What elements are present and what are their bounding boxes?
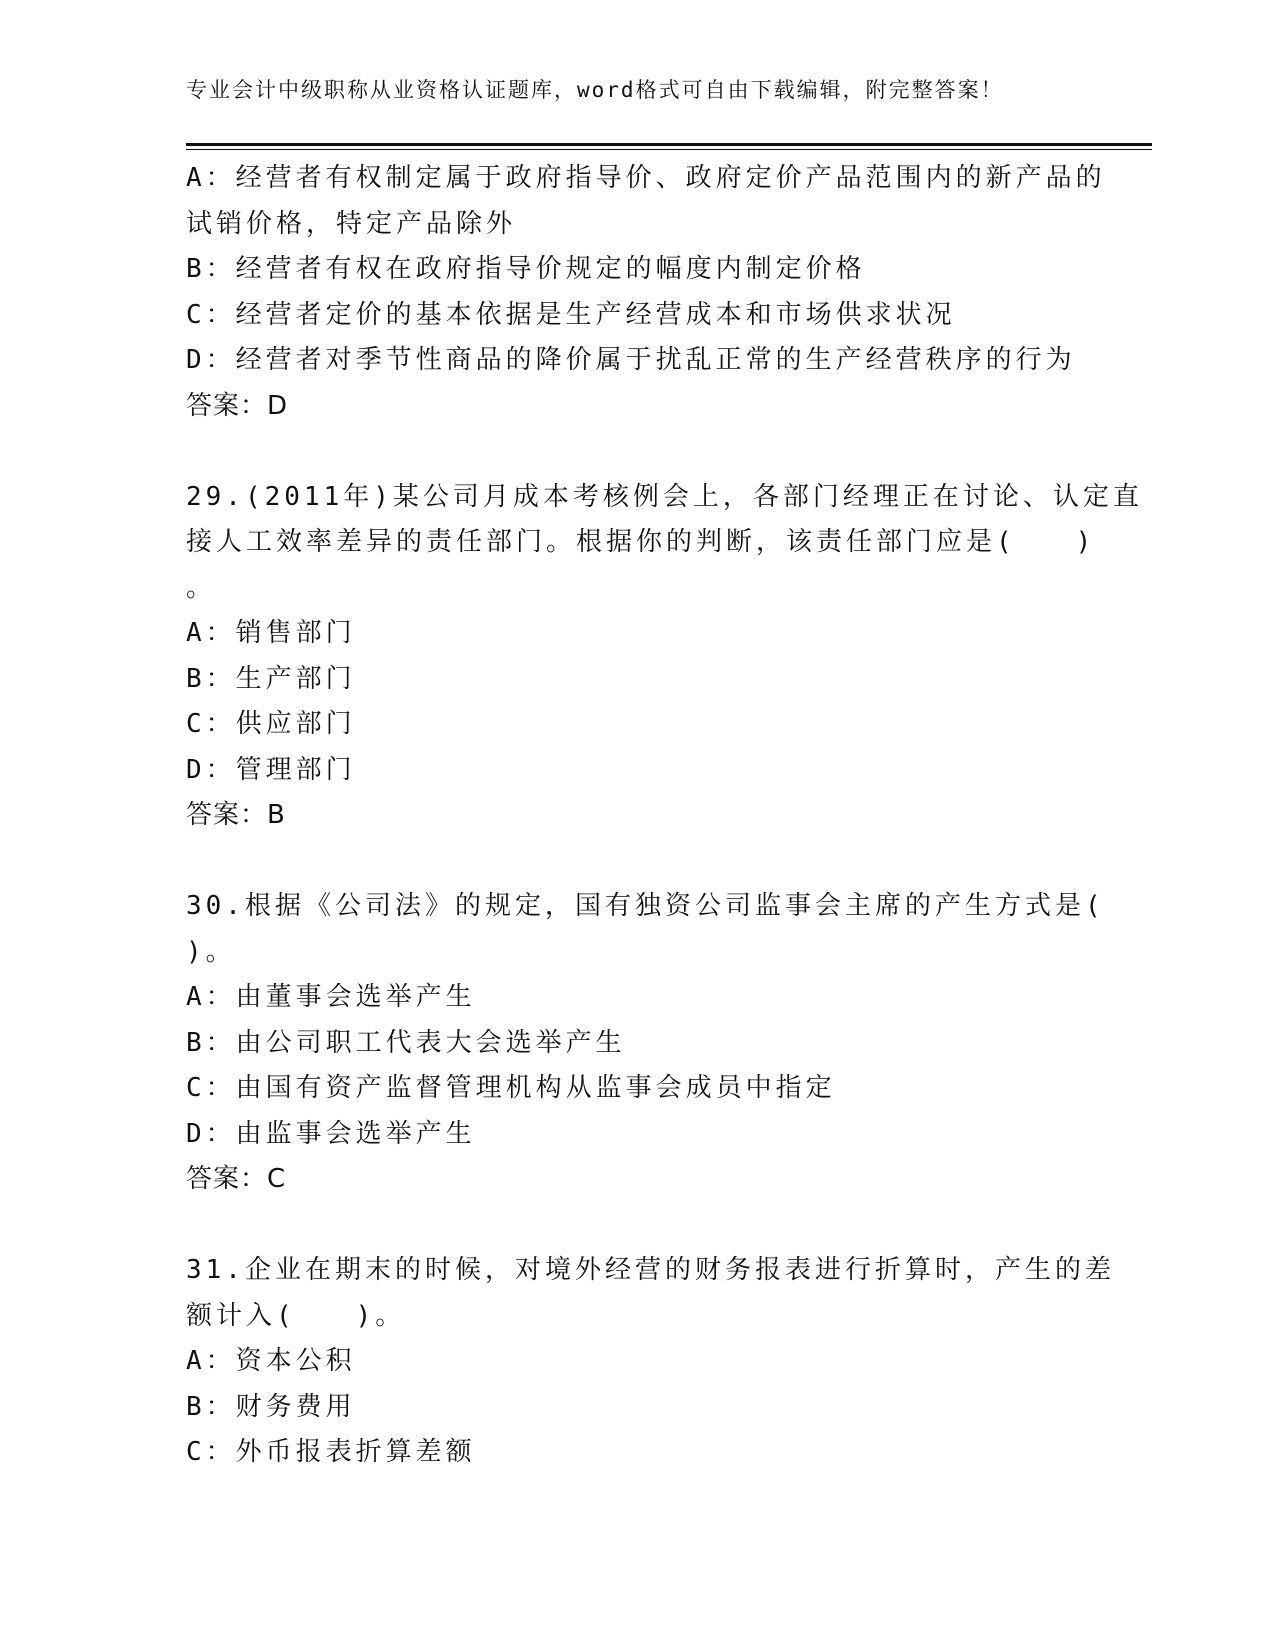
spacer bbox=[186, 839, 1086, 885]
option-b: B：生产部门 bbox=[186, 663, 356, 694]
question-stem-line-1: 31.企业在期末的时候，对境外经营的财务报表进行折算时，产生的差 bbox=[186, 1255, 1115, 1285]
question-stem-line-2: 接人工效率差异的责任部门。根据你的判断，该责任部门应是( ) bbox=[186, 527, 1096, 557]
question-31 bbox=[186, 1248, 1115, 1476]
question-stem-line-1: 30.根据《公司法》的规定，国有独资公司监事会主席的产生方式是( bbox=[186, 891, 1105, 921]
spacer bbox=[186, 1203, 1086, 1249]
option-c: C：由国有资产监督管理机构从监事会成员中指定 bbox=[186, 1073, 836, 1103]
answer: 答案：C bbox=[186, 1164, 287, 1194]
question-stem-line-3: 。 bbox=[186, 572, 217, 603]
option-d: D：经营者对季节性商品的降价属于扰乱正常的生产经营秩序的行为 bbox=[186, 345, 1076, 375]
option-a-line-1: A：经营者有权制定属于政府指导价、政府定价产品范围内的新产品的 bbox=[186, 163, 1106, 193]
option-b: B：由公司职工代表大会选举产生 bbox=[186, 1027, 626, 1058]
question-stem-line-2: )。 bbox=[186, 936, 236, 967]
option-c: C：供应部门 bbox=[186, 709, 356, 739]
option-a: A：销售部门 bbox=[186, 618, 356, 648]
header-rule-thin bbox=[186, 149, 1152, 150]
option-a: A：由董事会选举产生 bbox=[186, 982, 476, 1012]
option-d: D：由监事会选举产生 bbox=[186, 1118, 476, 1149]
option-a-line-2: 试销价格，特定产品除外 bbox=[186, 208, 517, 239]
page-header: 专业会计中级职称从业资格认证题库，word格式可自由下载编辑，附完整答案！ bbox=[186, 78, 1004, 102]
option-c: C：外币报表折算差额 bbox=[186, 1437, 476, 1467]
option-d: D：管理部门 bbox=[186, 754, 356, 785]
question-stem-line-1: 29.(2011年)某公司月成本考核例会上，各部门经理正在讨论、认定直 bbox=[186, 481, 1143, 512]
question-29 bbox=[186, 475, 1143, 839]
option-b: B：经营者有权在政府指导价规定的幅度内制定价格 bbox=[186, 254, 866, 284]
answer: 答案：B bbox=[186, 800, 286, 830]
question-list bbox=[186, 156, 1143, 1476]
option-a: A：资本公积 bbox=[186, 1346, 356, 1376]
answer: 答案：D bbox=[186, 390, 289, 421]
option-c: C：经营者定价的基本依据是生产经营成本和市场供求状况 bbox=[186, 299, 956, 330]
question-28 bbox=[186, 156, 1106, 429]
spacer bbox=[186, 429, 1086, 475]
question-stem-line-2: 额计入( )。 bbox=[186, 1300, 406, 1331]
question-30 bbox=[186, 884, 1105, 1203]
option-b: B：财务费用 bbox=[186, 1391, 356, 1422]
header-rule-thick bbox=[186, 143, 1152, 146]
